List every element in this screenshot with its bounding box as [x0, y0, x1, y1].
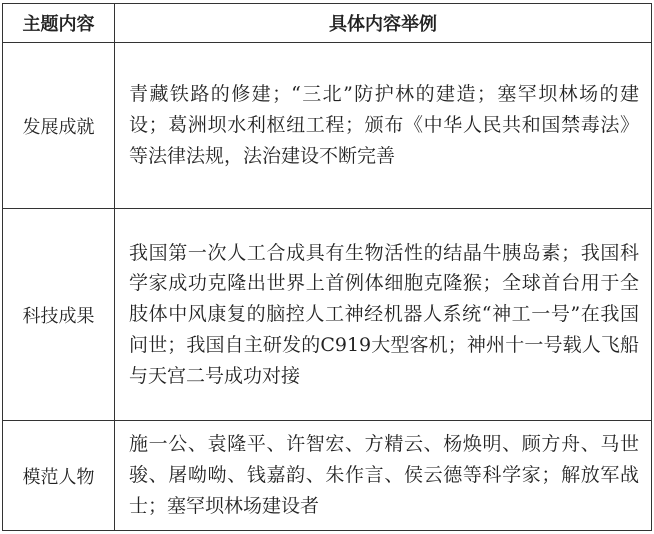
- document-page: [2, 3, 652, 531]
- table-header-row: [3, 4, 652, 43]
- row-topic: 模范人物: [3, 421, 115, 531]
- row-topic: 科技成果: [3, 209, 115, 421]
- header-topic: 主题内容: [3, 4, 115, 43]
- row-content: 我国第一次人工合成具有生物活性的结晶牛胰岛素；我国科学家成功克隆出世界上首例体细胞克隆猴；全球首台用于全肢体中风康复的脑控人工神经机器人系统“神工一号”在我国问世；我国自主研发的C919大型客机；神州十一号载人飞船与天宫二号成功对接: [115, 209, 652, 421]
- row-content: 青藏铁路的修建；“三北”防护林的建造；塞罕坝林场的建设；葛洲坝水利枢纽工程；颁布《中华人民共和国禁毒法》等法律法规，法治建设不断完善: [115, 43, 652, 209]
- header-content: 具体内容举例: [115, 4, 652, 43]
- table-row: [3, 421, 652, 531]
- row-content: 施一公、袁隆平、许智宏、方精云、杨焕明、顾方舟、马世骏、屠呦呦、钱嘉韵、朱作言、侯云德等科学家；解放军战士；塞罕坝林场建设者: [115, 421, 652, 531]
- table-row: [3, 209, 652, 421]
- table-row: [3, 43, 652, 209]
- row-topic: 发展成就: [3, 43, 115, 209]
- content-table: [2, 3, 652, 531]
